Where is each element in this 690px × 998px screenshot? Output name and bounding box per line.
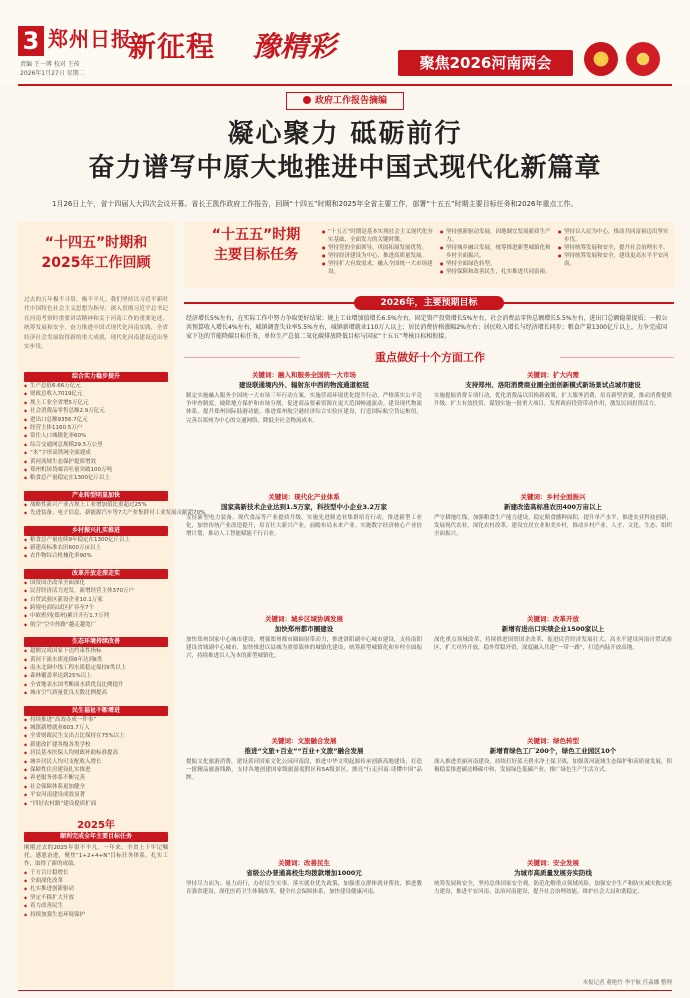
task-keyword-4 bbox=[186, 858, 422, 878]
goal-item: ● 坚持城乡融合发展，统筹推进新型城镇化和乡村全面振兴。 bbox=[440, 244, 552, 260]
goal-item: ● “十五五”时期是基本实现社会主义现代化夯实基础、全面发力的关键时期。 bbox=[322, 228, 434, 244]
left-section-item: ◆ 综合交通网总规模29.5万公里 bbox=[24, 441, 168, 449]
left-section-item: ◆ 森林覆盖率达到25%以上 bbox=[24, 672, 168, 680]
left-section-header: 综合实力稳步提升 bbox=[24, 372, 168, 382]
review-2025-text: 刚刚过去的2025年很不平凡。一年来，全省上下牢记嘱托、感恩奋进，聚焦“1+2+4+N”目标任务体系，扎实工作，取得了新的成绩。 bbox=[24, 845, 168, 868]
left-section-item: ◆ 航空“空中丝路”越走越宽广 bbox=[24, 621, 168, 629]
task-body: 实施提振消费专项行动，优化消费品以旧换新政策，扩大服务消费，培育新型消费，推动消费提质升级。扩大有效投资，谋划实施一批重大项目，发挥政府投资带动作用，激发民间投资活力。 bbox=[434, 393, 672, 408]
left-section-0 bbox=[24, 372, 168, 483]
goal-item: ● 坚持保障和改善民生，扎实推进共同富裕。 bbox=[440, 268, 552, 276]
left-section-item: ◆ 南水北调中线工程水质稳定保持Ⅱ类以上 bbox=[24, 664, 168, 672]
left-section-item: ◆ 常住人口城镇化率60% bbox=[24, 432, 168, 440]
task-headline: 加快郑州都市圈建设 bbox=[274, 625, 334, 633]
left-section-header: 生态环境持续改善 bbox=[24, 637, 168, 647]
task-headline: 建设联通境内外、辐射东中西的物流通道枢纽 bbox=[239, 381, 369, 389]
task-headline: 新增育绿色工厂200个，绿色工业园区10个 bbox=[489, 747, 617, 755]
left-section-item: ◆ 城市空气质量优良天数比例提高 bbox=[24, 689, 168, 697]
left-section-item: ◆ 财政总收入7019亿元 bbox=[24, 390, 168, 398]
left-section-item: ◆ “米”字形高铁网全面建成 bbox=[24, 449, 168, 457]
task-label: 关键词：现代化产业体系 bbox=[268, 493, 340, 501]
left-section-5 bbox=[24, 706, 168, 808]
left-section-item: ◆ 粮食总产量连续9年稳定在1300亿斤以上 bbox=[24, 536, 168, 544]
left-section-item: ◆ 黄河干流水质连续6年达到Ⅱ类 bbox=[24, 656, 168, 664]
task-keyword-1 bbox=[186, 492, 422, 512]
masthead-rule bbox=[18, 84, 672, 86]
task-keyword-0 bbox=[186, 370, 422, 390]
goals-title-line2: 主要目标任务 bbox=[214, 247, 298, 263]
review-2025-item: ◆ 坚定不移扩大开放 bbox=[24, 894, 168, 902]
task-body: 坚持尽力而为、量力而行，办好民生实事。落实就业优先政策，加强重点群体就业帮扶，推进教育强省建设，深化医药卫生体制改革，健全社会保障体系，加快建设健康河南。 bbox=[186, 881, 422, 896]
left-section-item: ◆ 社会消费品零售总额2.9万亿元 bbox=[24, 407, 168, 415]
review-2025-item: ◆ 着力改善民生 bbox=[24, 902, 168, 910]
review-2025-item: ◆ 扎实推进创新驱动 bbox=[24, 885, 168, 893]
left-section-item: ◆ 国资国企改革全面深化 bbox=[24, 579, 168, 587]
review-2025-item: ◆ 千方百计稳增长 bbox=[24, 869, 168, 877]
left-section-3 bbox=[24, 569, 168, 629]
left-section-2 bbox=[24, 526, 168, 561]
task-headline: 省级公办普通高校生均拨款增加1000元 bbox=[246, 869, 362, 877]
left-section-item: ◆ 经营主体1160.5万户 bbox=[24, 424, 168, 432]
review-2025-subtitle: 顺利完成全年主要目标任务 bbox=[24, 832, 168, 842]
task-keyword-5 bbox=[434, 370, 672, 390]
left-section-item: ◆ 平安河南建设成效显著 bbox=[24, 791, 168, 799]
slogan bbox=[128, 26, 366, 70]
task-keyword-6 bbox=[434, 492, 672, 512]
left-section-header: 产业转型明显加快 bbox=[24, 491, 168, 501]
left-section-item: ◆ 城乡居民人均可支配收入增长 bbox=[24, 758, 168, 766]
left-section-header: 改革开放走深走实 bbox=[24, 569, 168, 579]
goal-item: ● 坚持党的全面领导，巩固拓展发展优势。 bbox=[322, 244, 434, 252]
review-2025-item: ◆ 持续加强生态环境保护 bbox=[24, 911, 168, 919]
goals-column-1 bbox=[322, 228, 434, 276]
left-section-item: ◆ 城镇新增就业603.7万人 bbox=[24, 724, 168, 732]
left-section-item: ◆ 生产总值6.66万亿元 bbox=[24, 382, 168, 390]
goals-column-3 bbox=[558, 228, 670, 268]
task-headline: 推进“文旅+百业”“百业+文旅”融合发展 bbox=[244, 747, 364, 755]
goal-item: ● 坚持全面绿色转型。 bbox=[440, 260, 552, 268]
slogan-part2: 豫精彩 bbox=[252, 30, 337, 63]
left-section-header: 乡村振兴扎实推进 bbox=[24, 526, 168, 536]
task-keyword-8 bbox=[434, 736, 672, 756]
task-body: 统筹发展和安全，坚持总体国家安全观，防范化解重点领域风险，加强安全生产和防灾减灾救灾能力建设，推进平安河南、法治河南建设，提升社会治理效能，维护社会大局和谐稳定。 bbox=[434, 881, 672, 896]
review-2025 bbox=[24, 820, 168, 919]
task-label: 关键词：改革开放 bbox=[527, 615, 579, 623]
left-section-item: ◆ 全省地表水国考断面水质优良比例提升 bbox=[24, 681, 168, 689]
left-section-1 bbox=[24, 491, 206, 518]
left-section-item: ◆ 新建改扩建各级各类学校 bbox=[24, 741, 168, 749]
task-body: 深入推进美丽河南建设，持续打好蓝天碧水净土保卫战，加强黄河流域生态保护和高质量发展，积极稳妥推进碳达峰碳中和，发展绿色低碳产业，推广绿色生产生活方式。 bbox=[434, 759, 672, 774]
task-label: 关键词：扩大内需 bbox=[527, 371, 579, 379]
task-label: 关键词：融入和服务全国统一大市场 bbox=[252, 371, 356, 379]
task-body: 深化重点领域改革，持续推进国资国企改革，促进民营经济发展壮大，高水平建设河南自贸试验区，扩大对外开放，稳外贸稳外资，深度融入共建“一带一路”，打造内陆开放高地。 bbox=[434, 637, 672, 652]
left-section-item: ◆ 民营经济活力迸发，新增经营主体370万户 bbox=[24, 587, 168, 595]
task-body: 支持新型电力装备、现代食品等产业提质升级，实施先进制造业集群培育行动，推进新型工业化，加快传统产业改造提升，培育壮大新兴产业，前瞻布局未来产业。实施数字经济核心产业倍增计划，推动人工智能赋能千行百业。 bbox=[186, 515, 422, 538]
goal-item: ● 坚持扩大有效需求，融入全国统一大市场建设。 bbox=[322, 260, 434, 276]
year-goals-title bbox=[184, 296, 674, 310]
focus-banner: 聚焦2026河南两会 bbox=[398, 50, 573, 76]
tasks-title: 重点做好十个方面工作 bbox=[300, 350, 560, 366]
task-body: 制定实施融入服务全国统一大市场三年行动方案，实施营商环境优化提升行动，严格落实公平竞争审查制度，破除地方保护和市场分割，促进商品要素资源在更大范围畅通流动。建设现代物流体系，提升郑州国际陆港功能，推进郑州航空港经济综合实验区建设，打造国际航空货运枢纽，完善以郑州为中心的交通网络，降低全社会物流成本。 bbox=[186, 393, 422, 424]
task-label: 关键词：绿色转型 bbox=[527, 737, 579, 745]
edit-line bbox=[20, 60, 85, 78]
left-section-item: ◆ 进出口总额9356.7亿元 bbox=[24, 416, 168, 424]
goal-item: ● 坚持统筹发展和安全，提升社会治理水平。 bbox=[558, 244, 670, 252]
paper-name: 郑州日报 bbox=[48, 27, 132, 51]
byline: 本报记者 董艳竹 李宇航 任淼娜 整理 bbox=[582, 980, 672, 986]
left-section-item: ◆ 中欧班列(郑州)累计开行1.7万列 bbox=[24, 612, 168, 620]
left-section-item: ◆ 自贸试验区新设企业10.1万家 bbox=[24, 596, 168, 604]
task-label: 关键词：改善民生 bbox=[278, 859, 330, 867]
left-section-item: ◆ 居民基本医保人均财政补助标准提高 bbox=[24, 749, 168, 757]
page-number: 3 bbox=[18, 26, 44, 56]
party-emblem-icon: ★ bbox=[584, 42, 618, 76]
goal-item: ● 坚持以人民为中心，推动共同富裕迈出坚实步伐。 bbox=[558, 228, 670, 244]
review-2025-item: ◆ 全面深化改革 bbox=[24, 877, 168, 885]
goal-item: ● 坚持统筹发展和安全，建设更高水平平安河南。 bbox=[558, 252, 670, 268]
left-section-item: ◆ 持续推进“高效办成一件事” bbox=[24, 716, 168, 724]
goals-title-line1: “十五五”时期 bbox=[211, 227, 301, 243]
review-2025-title: 2025年 bbox=[77, 820, 115, 831]
left-section-item: ◆ “四好农村路”建设提质扩面 bbox=[24, 800, 168, 808]
task-label: 关键词：文旅融合发展 bbox=[271, 737, 337, 745]
lead-paragraph: 1月26日上午，省十四届人大四次会议开幕。省长王凯作政府工作报告，回顾“十四五”时期和2025年全省主要工作，部署“十五五”时期主要目标任务和2026年重点工作。 bbox=[52, 200, 578, 208]
left-section-item: ◆ 战略性新兴产业占规上工业增加值比重超过25% bbox=[24, 501, 168, 509]
goals-column-2 bbox=[440, 228, 552, 276]
review-title-line2: 2025年工作回顾 bbox=[41, 255, 151, 271]
task-keyword-3 bbox=[186, 736, 422, 756]
headline-line1: 凝心聚力 砥砺前行 bbox=[227, 119, 463, 149]
task-headline: 新建改造高标准农田400万亩以上 bbox=[503, 503, 603, 511]
review-ribbon bbox=[18, 226, 174, 292]
task-body: 提振文化旅游消费，建设黄河国家文化公园河南段，推进中华文明起源传承创新高地建设，打造一批精品旅游线路，支持各地创建国家级旅游度假区和5A级景区，擦亮“行走河南·读懂中国”品牌。 bbox=[186, 759, 422, 782]
left-section-item: ◆ 规上工业全省增5万亿元 bbox=[24, 399, 168, 407]
task-headline: 新增有进出口实绩企业1500家以上 bbox=[501, 625, 605, 633]
left-section-item: ◆ 跨境电商综试区扩容至7个 bbox=[24, 604, 168, 612]
slogan-part1: 新征程 bbox=[128, 30, 216, 63]
left-section-item: ◆ 超额完成国家下达约束性指标 bbox=[24, 647, 168, 655]
goal-item: ● 坚持创新驱动发展，因地制宜发展新质生产力。 bbox=[440, 228, 552, 244]
tag-dot-icon bbox=[303, 96, 311, 104]
task-headline: 为城市高质量发展夯实防线 bbox=[514, 869, 592, 877]
left-section-item: ◆ 社会保障体系更加健全 bbox=[24, 783, 168, 791]
left-section-4 bbox=[24, 637, 168, 697]
task-keyword-9 bbox=[434, 858, 672, 878]
left-section-item: ◆ 新建高标准农田600万亩以上 bbox=[24, 544, 168, 552]
task-keyword-2 bbox=[186, 614, 422, 634]
left-section-item: ◆ 先进装备、电子信息、新能源汽车等7大产业集群对工业发展贡献超70% bbox=[24, 509, 168, 517]
left-section-header: 民生福祉不断增进 bbox=[24, 706, 168, 716]
left-section-item: ◆ 保障性住房建设扎实推进 bbox=[24, 766, 168, 774]
left-section-item: ◆ 农作物综合机械化率90% bbox=[24, 552, 168, 560]
bottom-rule bbox=[18, 990, 672, 991]
task-label: 关键词：乡村全面振兴 bbox=[520, 493, 586, 501]
left-section-item: ◆ 全省财政民生支出占比保持在75%以上 bbox=[24, 732, 168, 740]
goal-item: ● 坚持经济建设为中心，推进高质量发展。 bbox=[322, 252, 434, 260]
task-keyword-7 bbox=[434, 614, 672, 634]
date-line: 2026年1月27日 星期二 bbox=[20, 70, 85, 77]
task-headline: 国家高新技术企业达到1.5万家，科技型中小企业3.2万家 bbox=[220, 503, 388, 511]
task-label: 关键词：城乡区域协调发展 bbox=[265, 615, 343, 623]
task-headline: 支持郑州、洛阳消费商业圈全面创新模式新场景试点城市建设 bbox=[465, 381, 641, 389]
left-section-item: ◆ 粮食总产量稳定在1300亿斤以上 bbox=[24, 474, 168, 482]
left-section-item: ◆ 养老服务体系不断完善 bbox=[24, 774, 168, 782]
review-intro: 过去的五年极不寻常、极不平凡。我们坚持以习近平新时代中国特色社会主义思想为指导，深入贯彻习近平总书记在河南考察时重要讲话精神和关于河南工作的重要论述，统筹发展和安全，奋力推进中国式现代化河南实践，全省经济社会发展取得新的重大成就，现代化河南建设迈出坚实步伐。 bbox=[24, 297, 168, 351]
review-title-line1: “十四五”时期和 bbox=[44, 235, 148, 251]
headline-line2: 奋力谱写中原大地推进中国式现代化新篇章 bbox=[88, 153, 602, 183]
left-section-item: ◆ 郑州机场货邮吞吐量突破100万吨 bbox=[24, 466, 168, 474]
task-label: 关键词：安全发展 bbox=[527, 859, 579, 867]
task-body: 严守耕地红线，加强粮食生产能力建设，稳定粮食播种面积，提升单产水平，推进农业科技创新，发展现代农业，深化农村改革，建设宜居宜业和美乡村，推动乡村产业、人才、文化、生态、组织全面振兴。 bbox=[434, 515, 672, 538]
national-emblem-icon: ★ bbox=[626, 42, 660, 76]
task-body: 加快郑州国家中心城市建设，增强郑州都市圈辐射带动力，推进洛阳副中心城市建设，支持南阳建设省域副中心城市，加快推进以县城为重要载体的城镇化建设，统筹新型城镇化和乡村全面振兴，持续推进以人为本的新型城镇化。 bbox=[186, 637, 422, 660]
year-goals-text: 经济增长5%左右，在实际工作中努力争取更好结果；规上工业增加值增长6.5%左右，固定资产投资增长5%左右，社会消费品零售总额增长5.5%左右，进出口总额稳量提质；一般公共预算收入增长4%左右，城镇调查失业率5.5%左右，城镇新增就业110万人以上；居民消费价格涨幅2%左右；居民收入增长与经济增长同步；粮食产量1300亿斤以上，力争完成国家下达的节能降碳目标任务，单位生产总值二氧化碳排放降低目标与国家“十五五”考核目标相衔接。 bbox=[186, 315, 668, 340]
section-tag: 政府工作报告摘编 bbox=[286, 92, 404, 110]
left-section-item: ◆ 黄河流域生态保护提质增效 bbox=[24, 458, 168, 466]
editor-line: 责编 王一博 校对 王传 bbox=[20, 61, 80, 68]
year-goals-label: 2026年，主要预期目标 bbox=[354, 296, 504, 310]
